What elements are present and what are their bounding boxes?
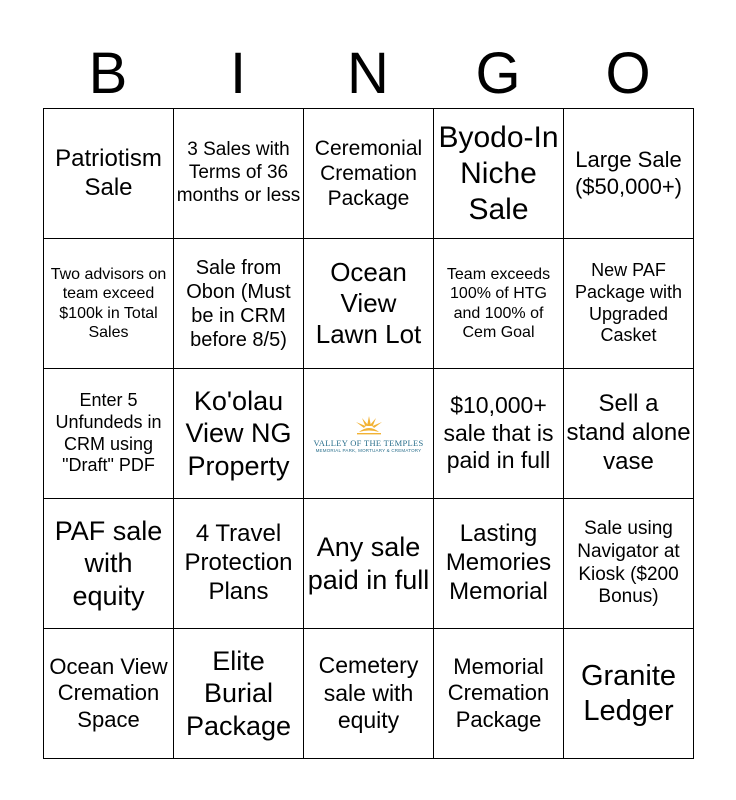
bingo-board	[43, 108, 694, 759]
logo-title: VALLEY OF THE TEMPLES	[313, 437, 424, 448]
sun-logo-icon	[353, 414, 385, 436]
bingo-cell[interactable]: Sale using Navigator at Kiosk ($200 Bonus)	[564, 499, 694, 629]
header-letter-o: O	[605, 41, 651, 106]
bingo-cell[interactable]: PAF sale with equity	[44, 499, 174, 629]
bingo-cell[interactable]: Two advisors on team exceed $100k in Total Sales	[44, 239, 174, 369]
free-space[interactable]	[304, 369, 434, 499]
bingo-cell[interactable]: Lasting Memories Memorial	[434, 499, 564, 629]
bingo-cell[interactable]: Sell a stand alone vase	[564, 369, 694, 499]
bingo-cell[interactable]: 4 Travel Protection Plans	[174, 499, 304, 629]
bingo-cell[interactable]: Elite Burial Package	[174, 629, 304, 759]
bingo-header	[43, 40, 693, 108]
header-letter-b: B	[88, 41, 128, 106]
board-row-4	[44, 499, 694, 629]
bingo-cell[interactable]: Sale from Obon (Must be in CRM before 8/5)	[174, 239, 304, 369]
board-row-5	[44, 629, 694, 759]
bingo-cell[interactable]: Cemetery sale with equity	[304, 629, 434, 759]
bingo-cell[interactable]: 3 Sales with Terms of 36 months or less	[174, 109, 304, 239]
board-row-2	[44, 239, 694, 369]
header-letter-g: G	[475, 41, 521, 106]
bingo-cell[interactable]: Ko'olau View NG Property	[174, 369, 304, 499]
bingo-cell[interactable]: Team exceeds 100% of HTG and 100% of Cem Goal	[434, 239, 564, 369]
bingo-cell[interactable]: Large Sale ($50,000+)	[564, 109, 694, 239]
logo-subtitle: MEMORIAL PARK, MORTUARY & CREMATORY	[315, 447, 422, 453]
bingo-cell[interactable]: Ocean View Lawn Lot	[304, 239, 434, 369]
bingo-cell[interactable]: Granite Ledger	[564, 629, 694, 759]
bingo-cell[interactable]: Ceremonial Cremation Package	[304, 109, 434, 239]
board-row-1	[44, 109, 694, 239]
bingo-cell[interactable]: Enter 5 Unfundeds in CRM using "Draft" PDF	[44, 369, 174, 499]
header-letter-n: N	[347, 41, 389, 106]
header-letter-i: I	[229, 41, 247, 106]
valley-of-the-temples-logo	[306, 414, 431, 454]
board-row-3	[44, 369, 694, 499]
bingo-cell[interactable]: Ocean View Cremation Space	[44, 629, 174, 759]
bingo-cell[interactable]: New PAF Package with Upgraded Casket	[564, 239, 694, 369]
bingo-cell[interactable]: Byodo-In Niche Sale	[434, 109, 564, 239]
bingo-cell[interactable]: Memorial Cremation Package	[434, 629, 564, 759]
bingo-cell[interactable]: Patriotism Sale	[44, 109, 174, 239]
bingo-cell[interactable]: Any sale paid in full	[304, 499, 434, 629]
bingo-cell[interactable]: $10,000+ sale that is paid in full	[434, 369, 564, 499]
